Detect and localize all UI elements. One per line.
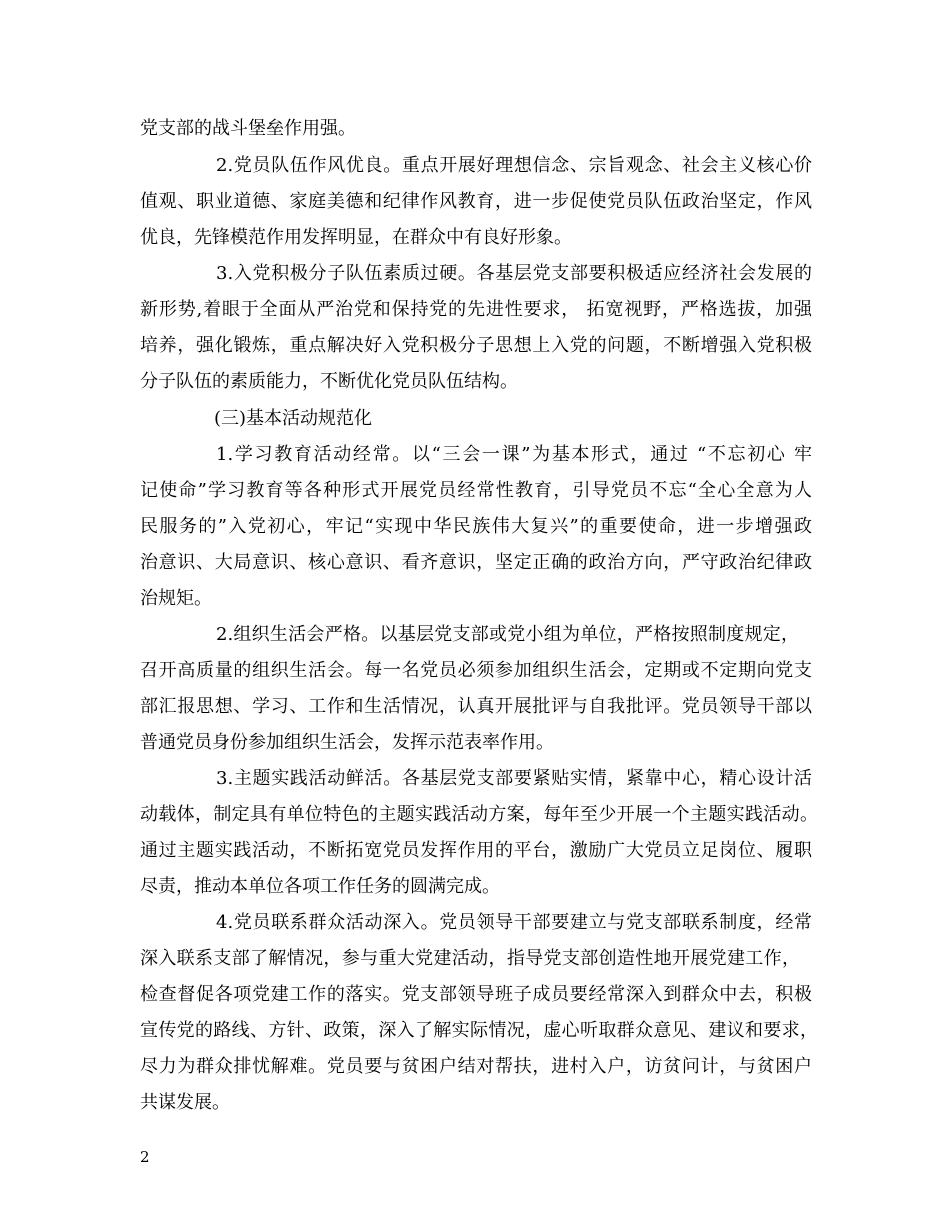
text-line: 普通党员身份参加组织生活会，发挥示范表率作用。 bbox=[140, 732, 554, 753]
text-line: 召开高质量的组织生活会。每一名党员必须参加组织生活会，定期或不定期向党支 bbox=[140, 660, 812, 681]
text-line: 值观、职业道德、家庭美德和纪律作风教育，进一步促使党员队伍政治坚定，作风 bbox=[140, 191, 812, 212]
text-line: 培养，强化锻炼，重点解决好入党积极分子思想上入党的问题，不断增强入党积极 bbox=[140, 335, 812, 356]
text-line: 治意识、大局意识、核心意识、看齐意识，坚定正确的政治方向，严守政治纪律政 bbox=[140, 552, 812, 573]
text-line: 记使命”学习教育等各种形式开展党员经常性教育，引导党员不忘“全心全意为人 bbox=[140, 480, 812, 501]
paragraph-heading-line: 3.主题实践活动鲜活。各基层党支部要紧贴实情，紧靠中心，精心设计活 bbox=[216, 768, 812, 789]
paragraph-heading-line: 1.学习教育活动经常。以“三会一课”为基本形式，通过 “不忘初心 牢 bbox=[216, 444, 812, 465]
paragraph-heading-line: 2.组织生活会严格。以基层党支部或党小组为单位，严格按照制度规定， bbox=[216, 624, 799, 645]
text-line: 检查督促各项党建工作的落实。党支部领导班子成员要经常深入到群众中去，积极 bbox=[140, 984, 812, 1005]
text-line: 动载体，制定具有单位特色的主题实践活动方案，每年至少开展一个主题实践活动。 bbox=[140, 804, 818, 825]
text-line: 新形势,着眼于全面从严治党和保持党的先进性要求， 拓宽视野，严格选拔，加强 bbox=[140, 299, 812, 320]
text-line: 深入联系支部了解情况，参与重大党建活动，指导党支部创造性地开展党建工作， bbox=[140, 948, 800, 969]
text-line: 民服务的”入党初心，牢记“实现中华民族伟大复兴”的重要使命，进一步增强政 bbox=[140, 516, 812, 537]
section-heading: (三)基本活动规范化 bbox=[214, 408, 373, 429]
text-line: 通过主题实践活动，不断拓宽党员发挥作用的平台，激励广大党员立足岗位、履职 bbox=[140, 840, 812, 861]
text-line: 优良，先锋模范作用发挥明显，在群众中有良好形象。 bbox=[140, 227, 572, 248]
paragraph-heading-line: 3.入党积极分子队伍素质过硬。各基层党支部要积极适应经济社会发展的 bbox=[216, 263, 812, 284]
text-line: 治规矩。 bbox=[140, 588, 212, 609]
text-line: 宣传党的路线、方针、政策，深入了解实际情况，虚心听取群众意见、建议和要求， bbox=[140, 1020, 818, 1041]
text-line: 尽力为群众排忧解难。党员要与贫困户结对帮扶，进村入户，访贫问计，与贫困户 bbox=[140, 1056, 812, 1077]
paragraph-heading-line: 4.党员联系群众活动深入。党员领导干部要建立与党支部联系制度，经常 bbox=[216, 912, 812, 933]
text-line: 部汇报思想、学习、工作和生活情况，认真开展批评与自我批评。党员领导干部以 bbox=[140, 696, 812, 717]
text-line: 党支部的战斗堡垒作用强。 bbox=[140, 118, 356, 139]
text-line: 分子队伍的素质能力，不断优化党员队伍结构。 bbox=[140, 371, 518, 392]
page-number: 2 bbox=[140, 1148, 150, 1166]
text-line: 尽责，推动本单位各项工作任务的圆满完成。 bbox=[140, 876, 500, 897]
text-line: 共谋发展。 bbox=[140, 1092, 230, 1113]
paragraph-heading-line: 2.党员队伍作风优良。重点开展好理想信念、宗旨观念、社会主义核心价 bbox=[216, 155, 812, 176]
